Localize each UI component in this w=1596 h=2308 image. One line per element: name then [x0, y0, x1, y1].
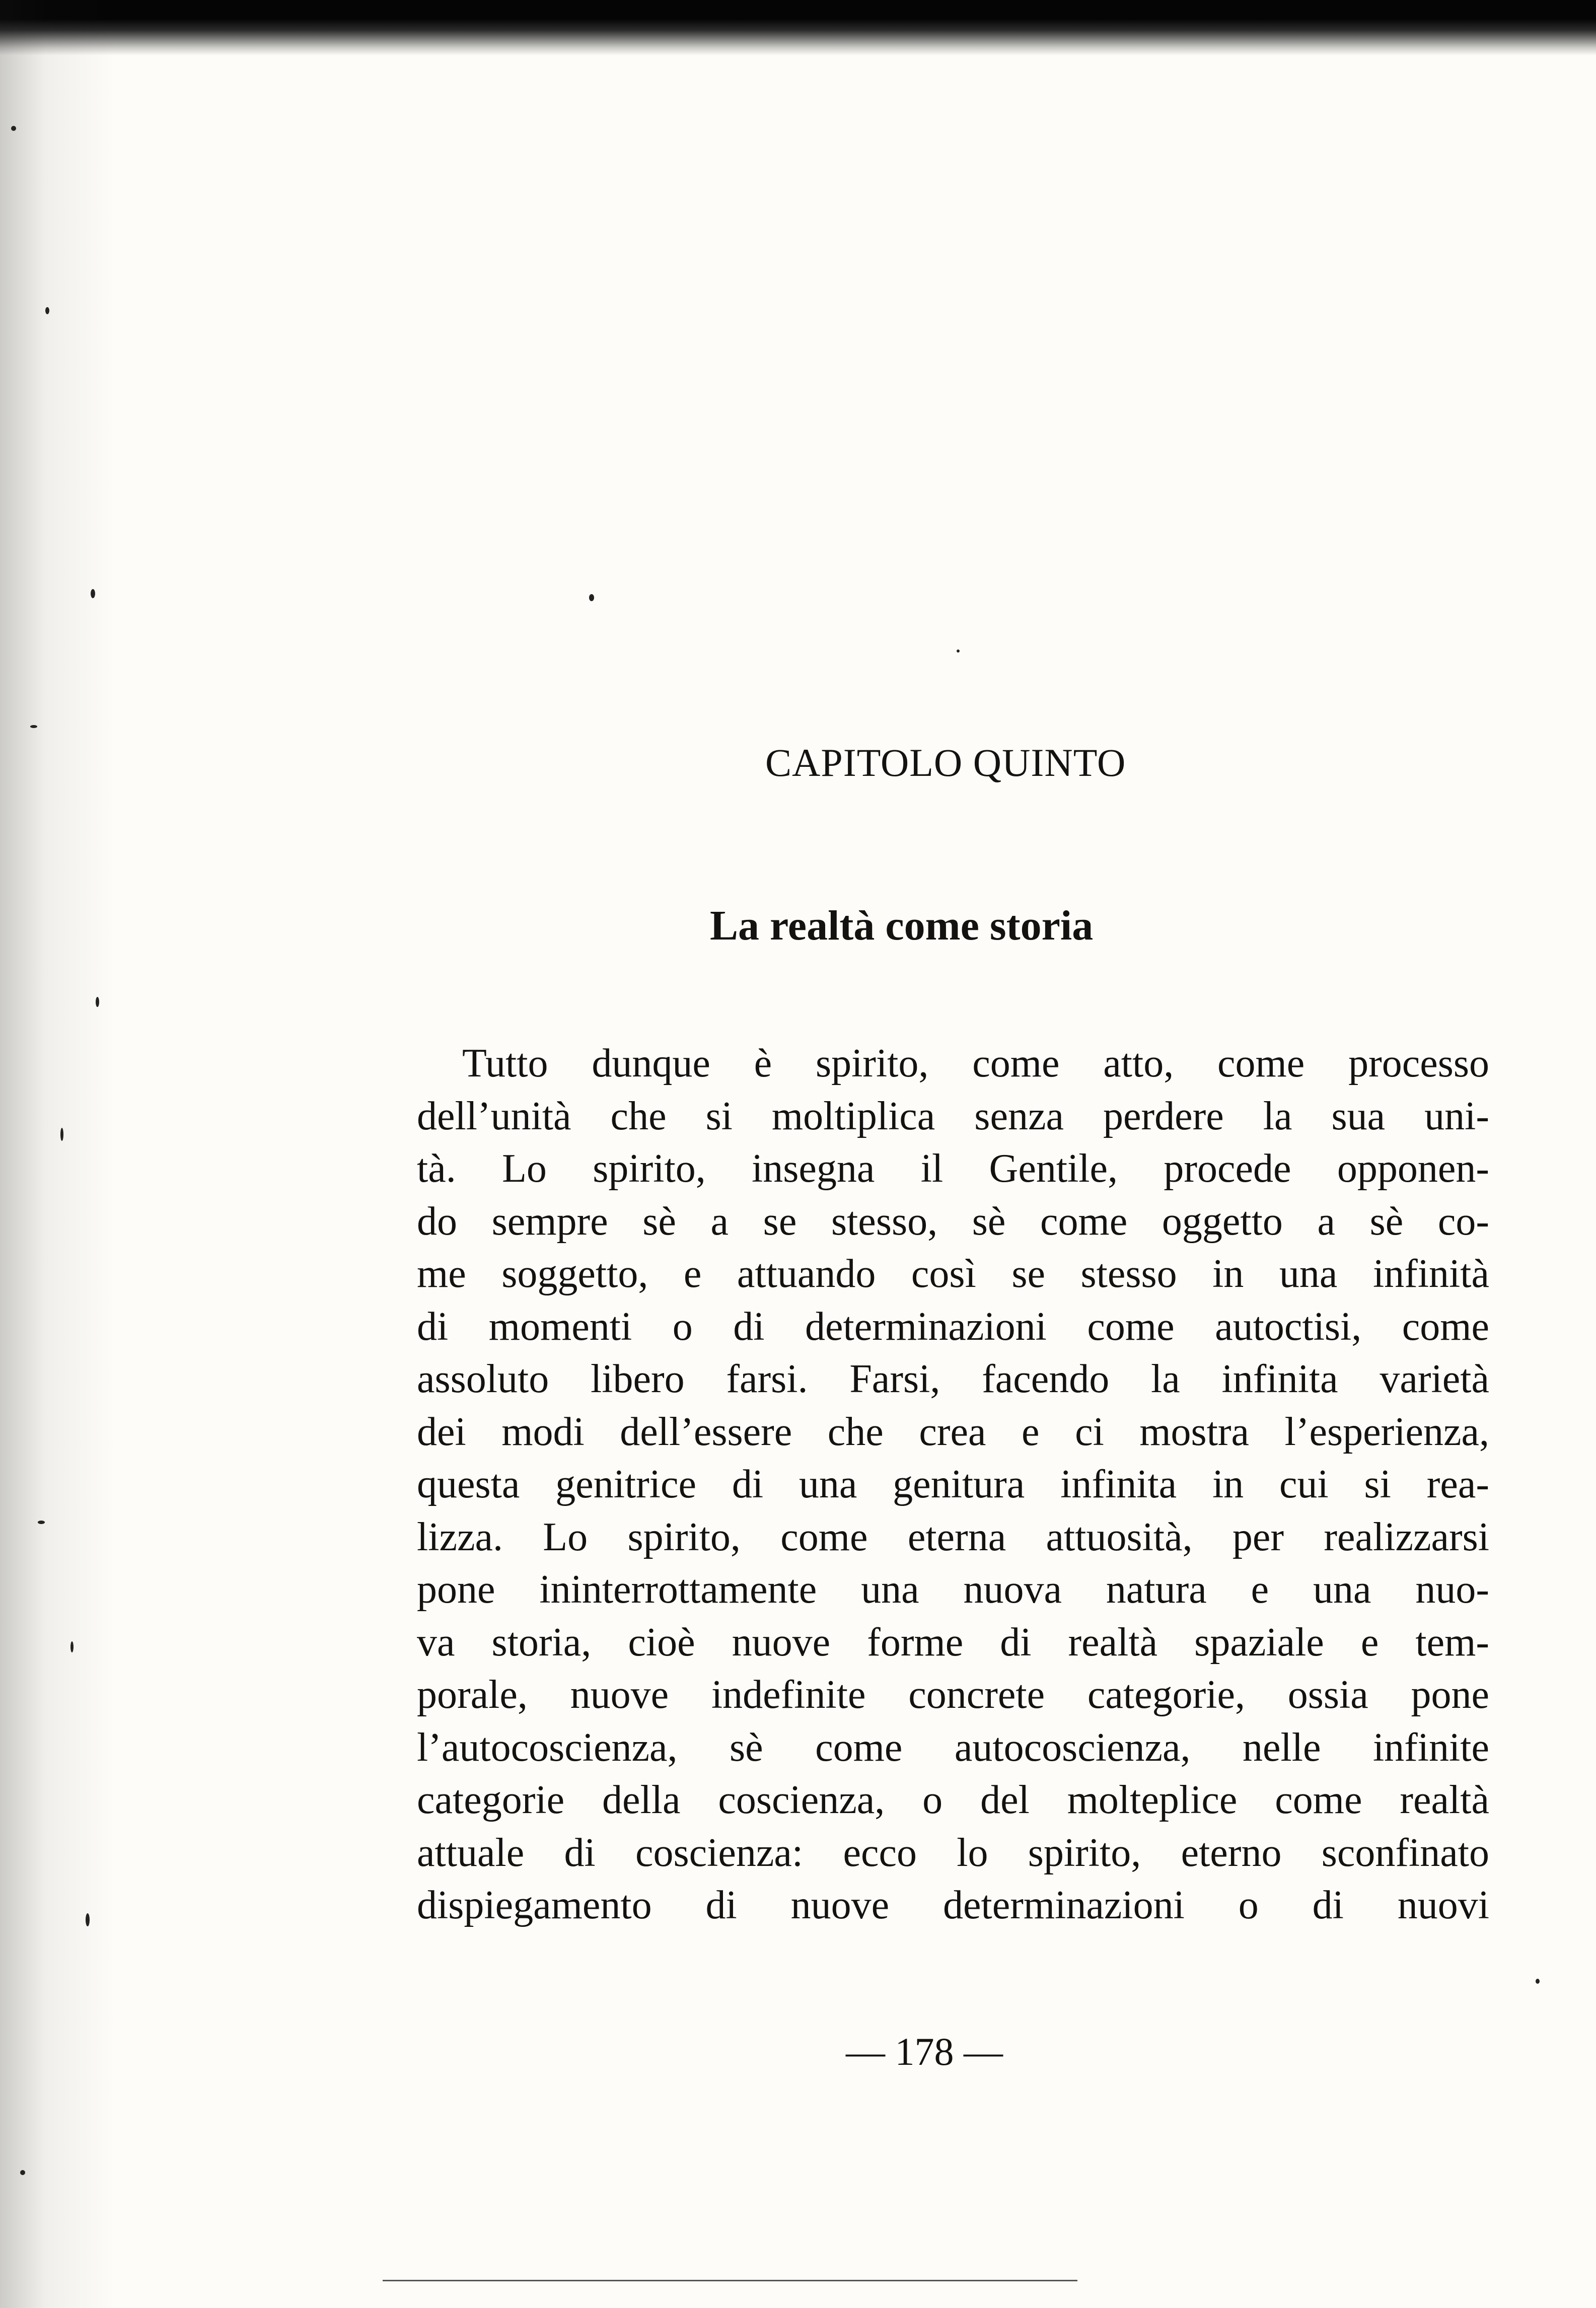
text-line: pone ininterrottamente una nuova natura e una nuo-: [417, 1567, 1489, 1612]
text-line: categorie della coscienza, o del molteplice come realtà: [417, 1778, 1489, 1822]
text-line: dei modi dell’essere che crea e ci mostra l’esperienza,: [417, 1409, 1489, 1454]
text-line: me soggetto, e attuando così se stesso in una infinità: [417, 1252, 1489, 1296]
text-line: porale, nuove indefinite concrete categorie, ossia pone: [417, 1673, 1489, 1717]
scan-top-edge: [0, 0, 1596, 55]
text-line: attuale di coscienza: ecco lo spirito, eterno sconfinato: [417, 1830, 1489, 1875]
chapter-heading: CAPITOLO QUINTO: [765, 741, 1126, 784]
text-line: tà. Lo spirito, insegna il Gentile, procede opponen-: [417, 1146, 1489, 1191]
text-line: l’autocoscienza, sè come autocoscienza, nelle infinite: [417, 1725, 1489, 1770]
bottom-rule: [383, 2280, 1077, 2281]
body-paragraph: [417, 1037, 1489, 1932]
text-line: di momenti o di determinazioni come autoctisi, come: [417, 1304, 1489, 1349]
chapter-title: La realtà come storia: [710, 902, 1094, 949]
text-line: va storia, cioè nuove forme di realtà spaziale e tem-: [417, 1620, 1489, 1665]
text-line: dell’unità che si moltiplica senza perdere la sua uni-: [417, 1094, 1489, 1138]
text-line: questa genitrice di una genitura infinita in cui si rea-: [417, 1462, 1489, 1506]
text-line: dispiegamento di nuove determinazioni o di nuovi: [417, 1883, 1489, 1927]
scan-left-edge: [0, 0, 116, 2308]
text-line: Tutto dunque è spirito, come atto, come processo: [462, 1041, 1489, 1086]
text-line: assoluto libero farsi. Farsi, facendo la infinita varietà: [417, 1357, 1489, 1401]
page-number: — 178 —: [846, 2030, 1003, 2073]
text-line: lizza. Lo spirito, come eterna attuosità, per realizzarsi: [417, 1514, 1489, 1559]
text-line: do sempre sè a se stesso, sè come oggetto a sè co-: [417, 1199, 1489, 1244]
